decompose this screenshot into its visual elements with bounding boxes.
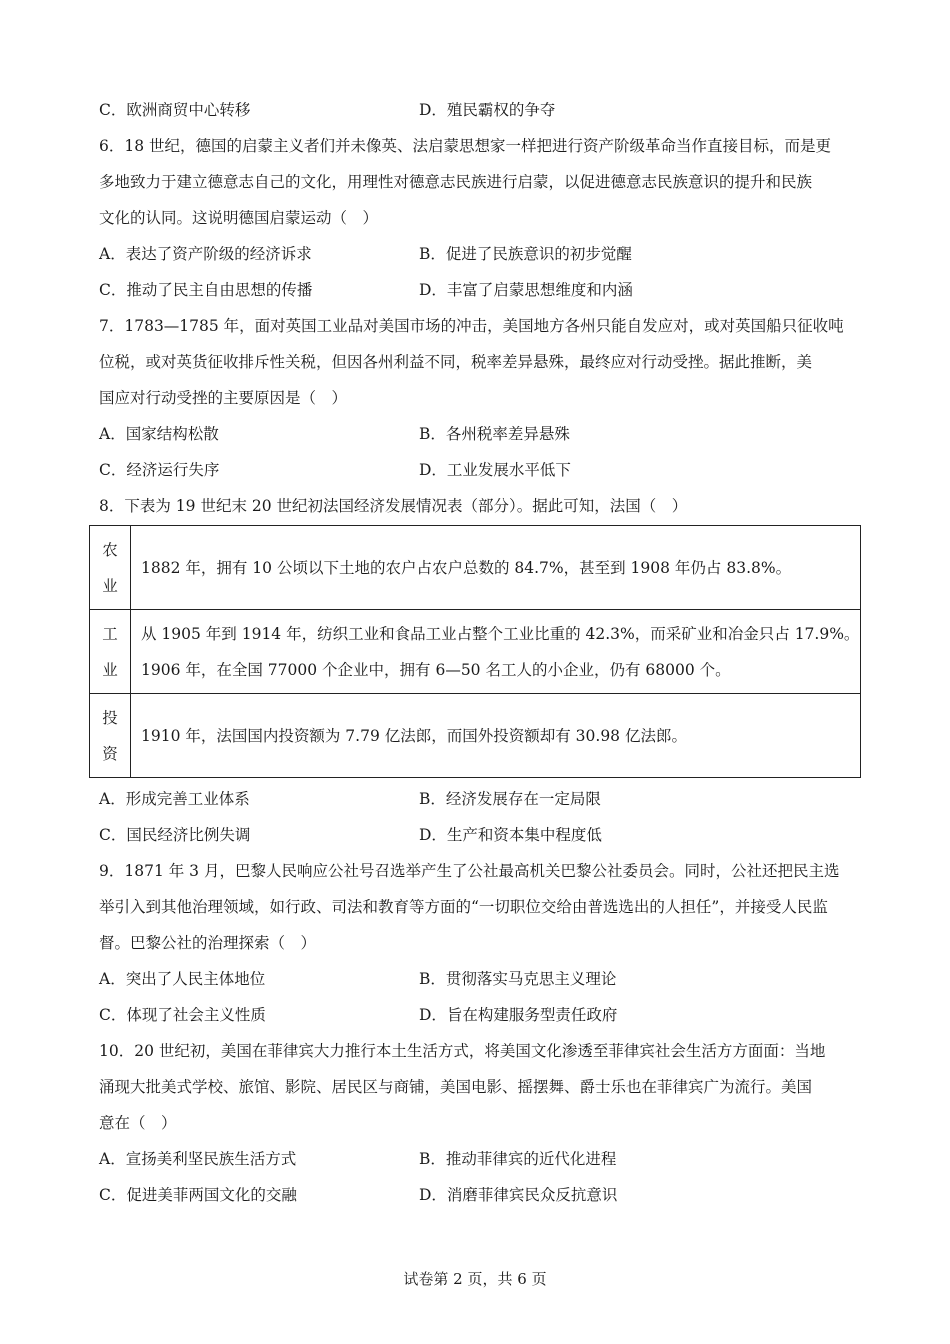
table-row	[90, 694, 861, 778]
table-text-line: 1910 年，法国国内投资额为 7.79 亿法郎，而国外投资额却有 30.98 亿法郎。	[141, 726, 687, 745]
q6-option-a: A．表达了资产阶级的经济诉求	[99, 245, 312, 263]
table-row	[90, 526, 861, 610]
table-content-cell	[131, 694, 861, 778]
q7-option-d: D．工业发展水平低下	[419, 461, 571, 479]
table-text-line: 1906 年，在全国 77000 个企业中，拥有 6—50 名工人的小企业，仍有 68000 个。	[141, 660, 731, 679]
table-text-line: 1882 年，拥有 10 公顷以下土地的农户占农户总数的 84.7%，甚至到 1908 年仍占 83.8%。	[141, 558, 792, 577]
q9-stem-line-2: 举引入到其他治理领域，如行政、司法和教育等方面的“一切职位交给由普选选出的人担任”，并接受人民监	[99, 898, 828, 916]
q7-stem-line-3: 国应对行动受挫的主要原因是（ ）	[99, 389, 348, 407]
q10-option-c: C．促进美菲两国文化的交融	[99, 1186, 297, 1204]
q6-stem-line-1: 6．18 世纪，德国的启蒙主义者们并未像英、法启蒙思想家一样把进行资产阶级革命当作直接目标，而是更	[99, 137, 832, 155]
q8-option-a: A．形成完善工业体系	[99, 790, 250, 808]
category-char: 工	[102, 624, 118, 643]
q10-stem-line-1: 10．20 世纪初，美国在菲律宾大力推行本土生活方式，将美国文化渗透至菲律宾社会生活方方面面：当地	[99, 1042, 826, 1060]
q10-stem-line-3: 意在（ ）	[99, 1114, 177, 1132]
table-row	[90, 610, 861, 694]
q7-option-a: A．国家结构松散	[99, 425, 219, 443]
q6-option-d: D．丰富了启蒙思想维度和内涵	[419, 281, 633, 299]
q10-option-d: D．消磨菲律宾民众反抗意识	[419, 1186, 618, 1204]
q10-stem-line-2: 涌现大批美式学校、旅馆、影院、居民区与商铺，美国电影、摇摆舞、爵士乐也在菲律宾广为流行。美国	[99, 1078, 813, 1096]
q9-option-a: A．突出了人民主体地位	[99, 970, 266, 988]
q6-stem-line-3: 文化的认同。这说明德国启蒙运动（ ）	[99, 209, 379, 227]
q5-option-c: C．欧洲商贸中心转移	[99, 101, 251, 119]
category-char: 农	[102, 540, 118, 559]
q9-option-d: D．旨在构建服务型责任政府	[419, 1006, 618, 1024]
table-category-cell	[90, 610, 131, 694]
q10-option-b: B．推动菲律宾的近代化进程	[419, 1150, 617, 1168]
q7-stem-line-2: 位税，或对英货征收排斥性关税，但因各州利益不同，税率差异悬殊，最终应对行动受挫。据此推断，美	[99, 353, 813, 371]
q8-option-d: D．生产和资本集中程度低	[419, 826, 602, 844]
q6-option-c: C．推动了民主自由思想的传播	[99, 281, 313, 299]
q9-option-c: C．体现了社会主义性质	[99, 1006, 266, 1024]
table-content-cell	[131, 610, 861, 694]
table-category-cell	[90, 526, 131, 610]
q9-stem-line-3: 督。巴黎公社的治理探索（ ）	[99, 934, 317, 952]
table-content-cell	[131, 526, 861, 610]
q8-option-c: C．国民经济比例失调	[99, 826, 251, 844]
q8-option-b: B．经济发展存在一定局限	[419, 790, 601, 808]
q5-option-d: D．殖民霸权的争夺	[419, 101, 556, 119]
q7-stem-line-1: 7．1783—1785 年，面对英国工业品对美国市场的冲击，美国地方各州只能自发应对，或对英国船只征收吨	[99, 317, 844, 335]
category-char: 资	[102, 744, 118, 763]
page-footer: 试卷第 2 页，共 6 页	[403, 1270, 547, 1288]
q9-stem-line-1: 9．1871 年 3 月，巴黎人民响应公社号召选举产生了公社最高机关巴黎公社委员会。同时，公社还把民主选	[99, 862, 840, 880]
q10-option-a: A．宣扬美利坚民族生活方式	[99, 1150, 297, 1168]
table-text-line: 从 1905 年到 1914 年，纺织工业和食品工业占整个工业比重的 42.3%，而采矿业和冶金只占 17.9%。	[141, 624, 860, 643]
q6-stem-line-2: 多地致力于建立德意志自己的文化，用理性对德意志民族进行启蒙，以促进德意志民族意识的提升和民族	[99, 173, 813, 191]
q9-option-b: B．贯彻落实马克思主义理论	[419, 970, 617, 988]
q8-economy-table	[89, 525, 861, 778]
q6-option-b: B．促进了民族意识的初步觉醒	[419, 245, 632, 263]
q8-stem: 8．下表为 19 世纪末 20 世纪初法国经济发展情况表（部分）。据此可知，法国（ ）	[99, 497, 688, 515]
q7-option-b: B．各州税率差异悬殊	[419, 425, 570, 443]
category-char: 业	[102, 576, 118, 595]
table-category-cell	[90, 694, 131, 778]
category-char: 投	[102, 708, 118, 727]
category-char: 业	[102, 660, 118, 679]
q7-option-c: C．经济运行失序	[99, 461, 220, 479]
